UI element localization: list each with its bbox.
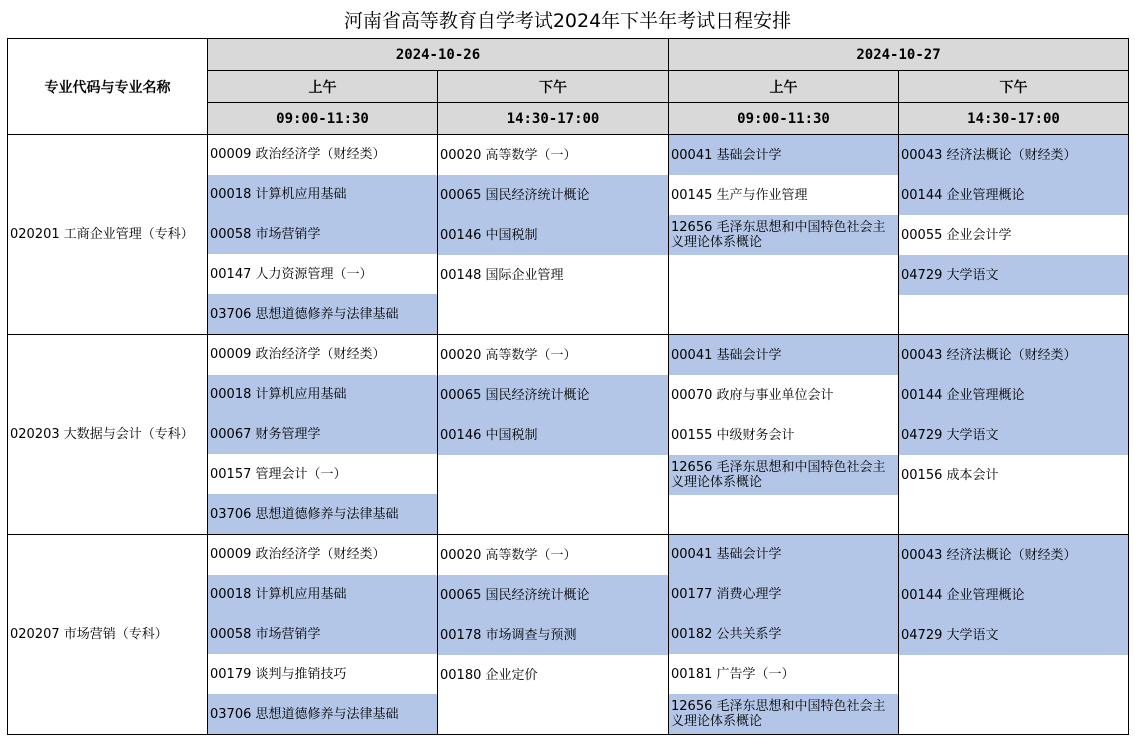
exam-course: 00018 计算机应用基础	[208, 375, 437, 415]
exam-course: 03706 思想道德修养与法律基础	[208, 494, 437, 534]
exam-course: 00182 公共关系学	[669, 615, 898, 655]
exam-slot-column	[899, 135, 1129, 335]
exam-course: 00070 政府与事业单位会计	[671, 387, 834, 403]
exam-course: 00065 国民经济统计概论	[438, 375, 668, 415]
exam-slot-column	[438, 135, 669, 335]
major-name: 020203 大数据与会计（专科）	[8, 335, 208, 535]
exam-course: 00146 中国税制	[438, 415, 668, 455]
exam-course: 00157 管理会计（一）	[210, 466, 347, 482]
time-header: 14:30-17:00	[899, 103, 1129, 135]
exam-course: 00065 国民经济统计概论	[438, 175, 668, 215]
exam-course: 03706 思想道德修养与法律基础	[208, 294, 437, 334]
exam-slot-column	[899, 335, 1129, 535]
exam-course: 00065 国民经济统计概论	[438, 575, 668, 615]
exam-course: 00020 高等数学（一）	[440, 547, 577, 563]
exam-course: 00043 经济法概论（财经类）	[899, 535, 1128, 575]
exam-course: 00180 企业定价	[440, 667, 538, 683]
period-header: 上午	[669, 71, 899, 103]
exam-course: 00179 谈判与推销技巧	[210, 666, 347, 682]
exam-course: 00041 基础会计学	[669, 135, 898, 175]
period-header: 下午	[899, 71, 1129, 103]
exam-slot-column	[438, 535, 669, 735]
page-title: 河南省高等教育自学考试2024年下半年考试日程安排	[343, 10, 792, 32]
major-name: 020201 工商企业管理（专科）	[8, 135, 208, 335]
exam-course: 00144 企业管理概论	[899, 575, 1128, 615]
exam-course: 12656 毛泽东思想和中国特色社会主义理论体系概论	[669, 455, 898, 495]
time-header: 14:30-17:00	[438, 103, 669, 135]
exam-slot-column	[669, 535, 899, 735]
exam-course: 00067 财务管理学	[208, 415, 437, 455]
exam-course: 00178 市场调查与预测	[438, 615, 668, 655]
exam-course: 00148 国际企业管理	[440, 267, 564, 283]
exam-course: 00156 成本会计	[901, 467, 999, 483]
exam-slot-column	[208, 135, 438, 335]
exam-course: 00020 高等数学（一）	[440, 347, 577, 363]
exam-course: 00043 经济法概论（财经类）	[899, 135, 1128, 175]
exam-course: 00146 中国税制	[438, 215, 668, 255]
exam-slot-column	[438, 335, 669, 535]
exam-course: 00018 计算机应用基础	[208, 575, 437, 615]
exam-course: 00155 中级财务会计	[671, 427, 795, 443]
time-header: 09:00-11:30	[208, 103, 438, 135]
exam-course: 04729 大学语文	[899, 615, 1128, 655]
exam-course: 00181 广告学（一）	[671, 666, 795, 682]
exam-course: 00144 企业管理概论	[899, 175, 1128, 215]
exam-course: 00144 企业管理概论	[899, 375, 1128, 415]
exam-course: 12656 毛泽东思想和中国特色社会主义理论体系概论	[669, 215, 898, 255]
exam-course: 03706 思想道德修养与法律基础	[208, 694, 437, 734]
exam-course: 00043 经济法概论（财经类）	[899, 335, 1128, 375]
date-header-2: 2024-10-27	[669, 39, 1129, 71]
exam-slot-column	[208, 535, 438, 735]
exam-course: 00058 市场营销学	[208, 615, 437, 655]
exam-slot-column	[899, 535, 1129, 735]
exam-slot-column	[669, 335, 899, 535]
time-header: 09:00-11:30	[669, 103, 899, 135]
exam-course: 00058 市场营销学	[208, 215, 437, 255]
exam-slot-column	[669, 135, 899, 335]
exam-course: 04729 大学语文	[899, 415, 1128, 455]
period-header: 下午	[438, 71, 669, 103]
exam-course: 00147 人力资源管理（一）	[210, 266, 373, 282]
major-column-header: 专业代码与专业名称	[8, 39, 208, 135]
schedule-table	[7, 38, 1129, 735]
exam-slot-column	[208, 335, 438, 535]
exam-course: 00009 政治经济学（财经类）	[210, 347, 386, 363]
exam-course: 04729 大学语文	[899, 255, 1128, 295]
exam-course: 00041 基础会计学	[669, 535, 898, 575]
exam-course: 12656 毛泽东思想和中国特色社会主义理论体系概论	[669, 694, 898, 734]
period-header: 上午	[208, 71, 438, 103]
exam-course: 00020 高等数学（一）	[440, 147, 577, 163]
exam-course: 00009 政治经济学（财经类）	[210, 547, 386, 563]
exam-course: 00018 计算机应用基础	[208, 175, 437, 215]
exam-course: 00009 政治经济学（财经类）	[210, 147, 386, 163]
exam-course: 00041 基础会计学	[669, 335, 898, 375]
exam-course: 00177 消费心理学	[669, 575, 898, 615]
exam-course: 00055 企业会计学	[901, 227, 1012, 243]
major-name: 020207 市场营销（专科）	[8, 535, 208, 735]
exam-course: 00145 生产与作业管理	[671, 187, 808, 203]
date-header-1: 2024-10-26	[208, 39, 669, 71]
